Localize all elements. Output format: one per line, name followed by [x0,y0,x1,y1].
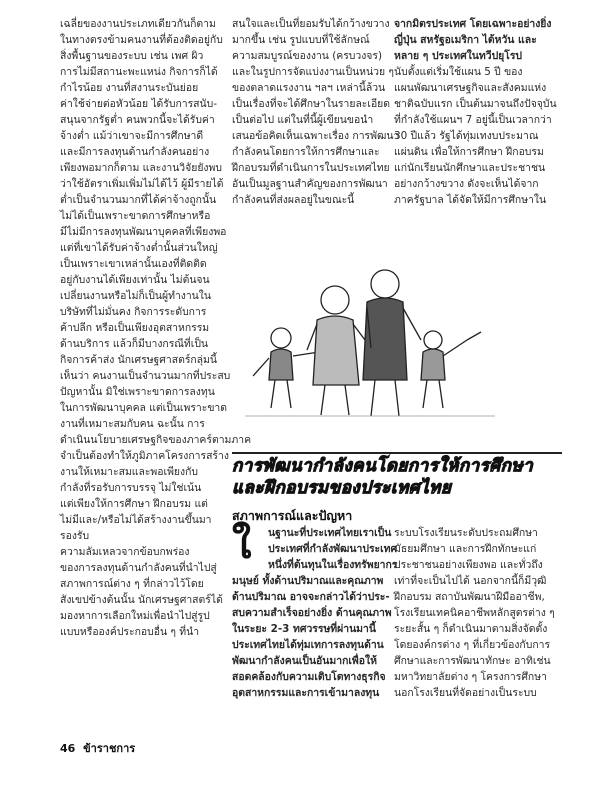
text-line: ประชาชนอย่างเพียงพอ และทั่วถึง [394,559,543,571]
text-line: งานให้เหมาะสมและพอเพียงกับ [60,466,198,478]
text-line: มากขึ้น เช่น รูปแบบที่ใช้ลักษณ์ [232,34,370,46]
text-line: สอดคล้องกับความเติบโตทางธุรกิจ [232,671,386,683]
text-line: และในรูปการจัดแบ่งงานเป็นหน่วย ๆ [232,66,394,78]
text-line: เสนอข้อคิดเห็นเฉพาะเรื่อง การพัฒนา [232,130,400,142]
text-line: โรงเรียนเทคนิคอาชีพหลักสูตรต่าง ๆ [394,607,555,619]
text-line: เป็นเพราะเขาเหล่านั้นเองที่ติดติด [60,258,207,270]
text-line: ประเทศที่กำลังพัฒนาประเทศ [268,543,398,555]
text-line: ภาครัฐบาล ได้จัดให้มีการศึกษาใน [394,194,547,206]
text-line: เพียงพอมากก็ตาม และงานวิจัยยังพบ [60,162,222,174]
text-line: ของตลาดแรงงาน ฯลฯ เหล่านี้ล้วน [232,82,386,94]
text-line: แต่ที่เขาได้รับค่าจ้างต่ำนั้นส่วนใหญ่ [60,242,218,254]
text-line: ด้านปริมาณ อาจจะกล่าวได้ว่าประ- [232,591,390,603]
text-line: จ้างต่ำ แม้ว่าเขาจะมีการศึกษาดี [60,130,204,142]
text-line: รองรับ [60,530,90,542]
text-line: นับตั้งแต่เริ่มใช้แผน 5 ปี ของ [394,66,523,78]
section-rule [232,452,562,454]
text-line: ในการพัฒนาบุคคล แต่เป็นเพราะขาด [60,402,228,414]
text-line: หลาย ๆ ประเทศในทวีปยุโรป [394,50,523,62]
text-line: กำลังคนโดยการให้การศึกษาและ [232,146,380,158]
text-line: มนุษย์ ทั้งด้านปริมาณและคุณภาพ [232,575,384,587]
text-line: ประเทศไทยได้ทุ่มเทการลงทุนด้าน [232,639,384,651]
text-line: เท่าที่จะเป็นไปได้ นอกจากนี้ก็มีวุฒิ [394,575,547,587]
text-line: มองหาการเลือกใหม่เพื่อนำไปสู่รูป [60,610,210,622]
page-number: 46 [60,742,76,755]
text-line: เป็นต่อไป แต่ในที่นี้ผู้เขียนขอนำ [232,114,374,126]
text-line: ญี่ปุ่น สหรัฐอเมริกา ไต้หวัน และ [394,34,537,46]
text-line: อันเป็นมูลฐานสำคัญของการพัฒนา [232,178,388,190]
drop-cap: ใ [232,521,252,568]
text-line: ในระยะ 2-3 ทศวรรษที่ผ่านมานี้ [232,623,376,635]
text-line: สิ่งพื้นฐานของระบบ เช่น เพศ ผิว [60,50,204,62]
text-line: ความลัมเหลวจากข้อบกพร่อง [60,546,190,558]
text-line: ไม่ได้เป็นเพราะขาดการศึกษาหรือ [60,210,211,222]
text-line: เฉลี่ยของงานประเภทเดียวกันก็ตาม [60,18,216,30]
text-line: อยู่กับงานได้เพียงเท่านั้น ไม่ต้นจน [60,274,210,286]
section-heading [232,455,562,499]
text-line: ของการลงทุนด้านกำลังคนที่นำไปสู่ [60,562,217,574]
text-line: และมีการลงทุนด้านกำลังคนอย่าง [60,146,210,158]
publication-name: ข้าราชการ [83,742,136,755]
text-line: ความสมบูรณ์ของงาน (ครบวงจร) [232,50,383,62]
text-line: ศึกษาและการพัฒนาทักษะ อาทิเช่น [394,655,551,667]
text-line: 30 ปีแล้ว รัฐได้ทุ่มเทงบประมาณ [394,130,539,142]
text-line: ไม่มีและ/หรือไม่ได้สร้างงานขึ้นมา [60,514,212,526]
text-line: สนุนจากรัฐต่ำ คนพวกนี้จะได้รับค่า [60,114,215,126]
text-line: กำไรน้อย งานที่สงานระบันย่อย [60,82,199,94]
text-line: แต่เพียงให้การศึกษา ฝึกอบรม แต่ [60,498,208,510]
text-line: ฝึกอบรม สถาบันพัฒนาฝีมืออาชีพ, [394,591,545,603]
text-line: กำลังที่รอรับการบรรจุ ไม่ใช่เน้น [60,482,202,494]
text-line: ระบบโรงเรียนระดับประถมศึกษา [394,527,538,539]
text-line: แผนพัฒนาเศรษฐกิจและสังคมแห่ง [394,82,547,94]
column-2-lower [232,521,398,701]
text-line: การไม่มีสถานะพะแหน่ง กิจการก็ได้ [60,66,218,78]
text-line: ชาติฉบับแรก เป็นต้นมาจนถึงปัจจุบัน [394,98,557,110]
text-line: มหาวิทยาลัยต่าง ๆ โครงการศึกษา [394,671,547,683]
text-line: นฐานะที่ประเทศไทยเราเป็น [268,527,392,539]
family-illustration [235,240,515,420]
text-line: มัธยมศึกษา และการฝึกทักษะแก่ [394,543,537,555]
text-line: มีไม่มีการลงทุนพัฒนาบุคคลที่เพียงพอ [60,226,227,238]
text-line: จากมิตรประเทศ โดยเฉพาะอย่างยิ่ง [394,18,552,30]
text-line: สังเขปข้างต้นนั้น นักเศรษฐศาสตร์ได้ [60,594,223,606]
column-2 [232,16,400,208]
text-line: หนึ่งที่ต้นทุนในเรื่องทรัพยากร [268,559,398,571]
text-line: ปัญหานั้น มิใช่เพราะขาดการลงทุน [60,386,215,398]
text-line: ดำเนินนโยบายเศรษฐกิจของภาคร์ตามภาค [60,434,252,446]
text-line: สภาพการณ์ต่าง ๆ ที่กล่าวไว้โดย [60,578,204,590]
sub-heading: สภาพการณ์และปัญหา [232,508,353,523]
text-line: กำลังคนที่ส่งผลอยู่ในขณะนี้ [232,194,355,206]
section-heading-line-1: การพัฒนากำลังคนโดยการให้การศึกษา [232,456,534,476]
section-heading-line-2: และฝึกอบรมของประเทศไทย [232,478,452,498]
text-line: กิจการค้าส่ง นักเศรษฐศาสตร์กลุ่มนี้ [60,354,218,366]
text-line: ที่กำลังใช้แผนฯ 7 อยู่นี้เป็นเวลากว่า [394,114,552,126]
text-line: จำเป็นต้องทำให้ภูมิภาคโครงการสร้าง [60,450,229,462]
text-line: ค่าใช้จ่ายต่อหัวน้อย ได้รับการสนับ- [60,98,217,110]
text-line: อย่างกว้างขวาง ดังจะเห็นได้จาก [394,178,539,190]
text-line: เป็นเรื่องที่จะได้ศึกษาในรายละเอียด [232,98,391,110]
text-line: แผ่นดิน เพื่อให้การศึกษา ฝึกอบรม [394,146,544,158]
text-line: ด้านบริการ แล้วก็มีบางกรณีที่เป็น [60,338,209,350]
text-line: ฝึกอบรมที่ดำเนินการในประเทศไทย [232,162,390,174]
text-line: ต่ำเป็นจำนวนมากที่ได้ค่าจ้างถูกนั้น [60,194,217,206]
column-3 [394,16,557,208]
text-line: ระยะสั้น ๆ ก็ดำเนินมาตามสิ่งจัดตั้ง [394,623,548,635]
text-line: นอกโรงเรียนที่จัดอย่างเป็นระบบ [394,687,537,699]
text-line: เปลี่ยนงานหรือไม่ก็เป็นผู้ทำงานใน [60,290,211,302]
text-line: บริษัทที่ไม่มั่นคง กิจการระดับการ [60,306,207,318]
page-footer [60,739,139,757]
text-line: ค้าปลีก หรือเป็นเพียงอุตสาหกรรม [60,322,210,334]
text-line: สบความสำเร็จอย่างยิ่ง ด้านคุณภาพ [232,607,392,619]
text-line: งานที่เหมาะสมกับคน ฉะนั้น การ [60,418,205,430]
text-line: โดยองค์กรต่าง ๆ ที่เกี่ยวข้องกับการ [394,639,551,651]
column-1 [60,16,252,640]
text-line: เห็นว่า คนงานเป็นจำนวนมากที่ประสบ [60,370,231,382]
text-line: แบบหรือองค์ประกอบอื่น ๆ ที่นำ [60,626,200,638]
column-3-lower [394,525,556,701]
text-line: ในทางตรงข้ามคนงานที่ต้องติดอยู่กับ [60,34,223,46]
text-line: พัฒนากำลังคนเป็นอันมากเพื่อให้ [232,655,377,667]
text-line: ว่าใช้อัตราเพิ่มเพิ่มไม่ได้ไว้ ผู้มีรายได้ [60,178,224,190]
text-line: อุตสาหกรรมและการเข้ามาลงทุน [232,687,380,699]
text-line: แก่นักเรียนนักศึกษาและประชาชน [394,162,546,174]
text-line: สนใจและเป็นที่ยอมรับได้กว้างขวาง [232,18,390,30]
